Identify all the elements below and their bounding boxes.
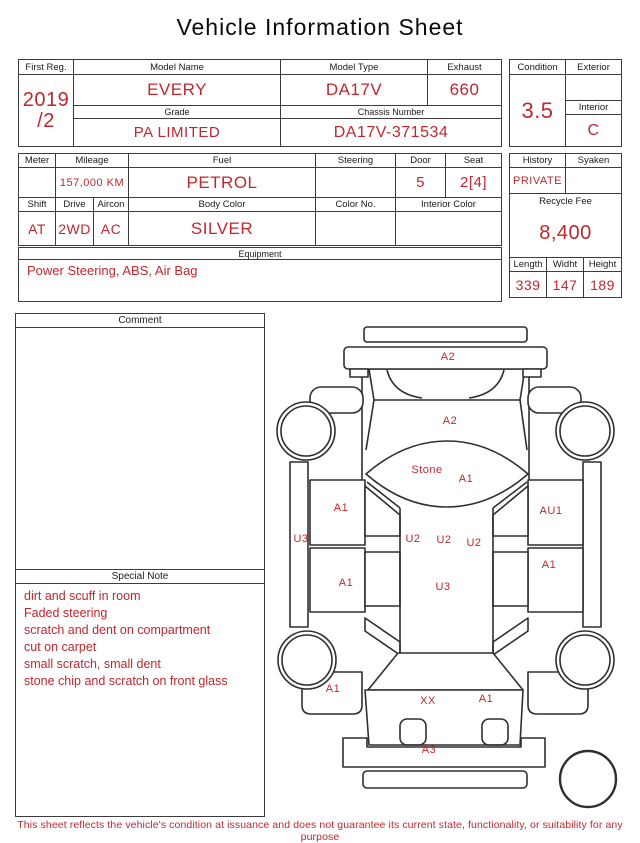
damage-labels-layer <box>270 310 640 810</box>
model-type-label: Model Type <box>281 60 428 74</box>
mileage-label: Mileage <box>56 154 129 167</box>
damage-code-label: A3 <box>421 744 437 756</box>
recycle-fee-label: Recycle Fee <box>539 196 592 207</box>
fuel-value: PETROL <box>129 168 316 197</box>
height-label: Height <box>588 259 617 270</box>
chassis-number-label: Chassis Number <box>357 107 425 117</box>
door-value: 5 <box>396 168 446 197</box>
shift-value: AT <box>19 212 56 245</box>
interior-color-label: Interior Color <box>421 199 476 210</box>
model-name-value: EVERY <box>74 75 281 105</box>
comment-note-panel <box>15 313 265 817</box>
recycle-fee-value: 8,400 <box>510 209 621 258</box>
aircon-value: AC <box>94 212 129 245</box>
aircon-label: Aircon <box>94 198 129 211</box>
color-no-value <box>316 212 396 245</box>
page-title: Vehicle Information Sheet <box>176 14 464 40</box>
damage-code-label: A1 <box>338 577 354 589</box>
special-note-line: small scratch, small dent <box>24 657 161 671</box>
history-value: PRIVATE <box>510 168 566 193</box>
damage-code-label: A2 <box>442 415 458 427</box>
seat-label: Seat <box>463 155 484 166</box>
condition-table <box>509 59 622 147</box>
comment-body <box>16 328 264 570</box>
damage-code-label: A1 <box>541 559 557 571</box>
exterior-label: Exterior <box>566 60 621 75</box>
mileage-value: 157,000 KM <box>56 168 129 197</box>
vehicle-damage-diagram <box>270 310 640 810</box>
color-no-label: Color No. <box>316 198 396 211</box>
condition-label: Condition <box>510 60 565 75</box>
spec-table <box>18 153 502 246</box>
body-color-label: Body Color <box>129 198 316 211</box>
history-label: History <box>510 154 566 167</box>
comment-label: Comment <box>16 314 264 328</box>
damage-code-label: U2 <box>405 533 421 545</box>
exterior-value <box>566 75 621 101</box>
steering-value <box>316 168 396 197</box>
meter-value <box>19 168 56 197</box>
condition-value: 3.5 <box>521 97 554 123</box>
damage-code-label: U3 <box>293 533 309 545</box>
grade-value: PA LIMITED <box>74 119 281 146</box>
shift-label: Shift <box>19 198 56 211</box>
syaken-value <box>566 168 621 193</box>
damage-code-label: U2 <box>436 534 452 546</box>
equipment-label: Equipment <box>19 248 501 260</box>
first-reg-value: 2019 /2 <box>22 88 70 132</box>
special-note-line: stone chip and scratch on front glass <box>24 674 228 688</box>
interior-value: C <box>587 121 600 139</box>
history-table <box>509 153 622 298</box>
drive-label: Drive <box>56 198 94 211</box>
damage-code-label: A1 <box>325 683 341 695</box>
damage-code-label: A1 <box>458 473 474 485</box>
fuel-label: Fuel <box>129 154 316 167</box>
body-color-value: SILVER <box>129 212 316 245</box>
seat-value: 2[4] <box>459 174 488 191</box>
interior-color-value <box>396 212 501 245</box>
model-type-value: DA17V <box>281 75 428 105</box>
special-note-line: Faded steering <box>24 606 108 620</box>
equipment-value: Power Steering, ABS, Air Bag <box>27 263 198 278</box>
damage-code-label: A2 <box>440 351 456 363</box>
disclaimer-text: This sheet reflects the vehicle's condition at issuance and does not guarantee its current state, functionality, or suitability for any purpose <box>17 819 623 843</box>
steering-label: Steering <box>316 154 396 167</box>
damage-code-label: A1 <box>333 502 349 514</box>
interior-label: Interior <box>566 101 621 115</box>
damage-code-label: A1 <box>478 693 494 705</box>
drive-value: 2WD <box>56 212 94 245</box>
special-note-body <box>16 584 264 816</box>
length-value: 339 <box>510 272 547 297</box>
damage-code-label: AU1 <box>539 505 563 517</box>
model-name-label: Model Name <box>74 60 281 74</box>
damage-code-label: U3 <box>435 581 451 593</box>
grade-label: Grade <box>74 106 281 118</box>
syaken-label: Syaken <box>577 155 610 166</box>
equipment-table <box>18 247 502 302</box>
damage-code-label: U2 <box>466 537 482 549</box>
exhaust-value: 660 <box>449 80 480 99</box>
special-note-line: dirt and scuff in room <box>24 589 141 603</box>
damage-code-label: XX <box>420 695 436 707</box>
meter-label: Meter <box>19 154 56 167</box>
door-label: Door <box>396 154 446 167</box>
special-note-line: cut on carpet <box>24 640 97 654</box>
width-label: Widht <box>547 258 584 271</box>
special-note-line: scratch and dent on compartment <box>24 623 211 637</box>
special-note-label: Special Note <box>16 570 264 584</box>
height-value: 189 <box>590 276 615 293</box>
main-info-table <box>18 59 502 147</box>
width-value: 147 <box>547 272 584 297</box>
damage-code-label: Stone <box>411 464 443 476</box>
chassis-number-value: DA17V-371534 <box>333 123 449 141</box>
exhaust-label: Exhaust <box>447 61 482 73</box>
length-label: Length <box>510 258 547 271</box>
first-reg-label: First Reg. <box>19 60 73 75</box>
